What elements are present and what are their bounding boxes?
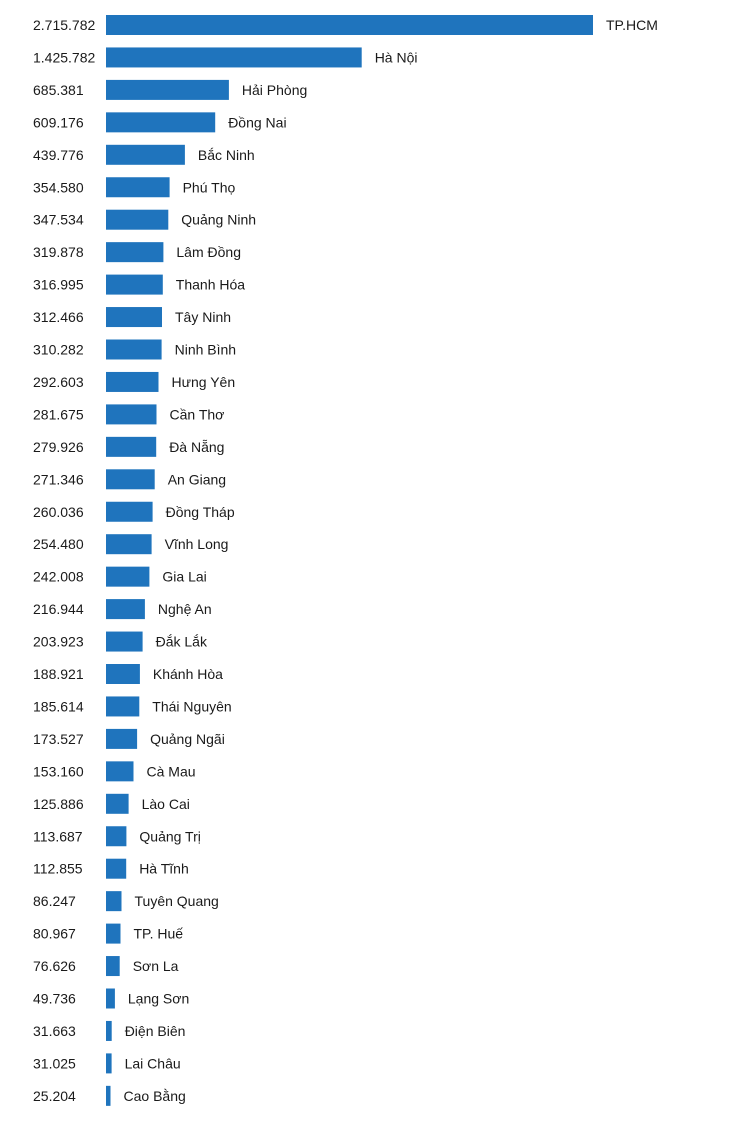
bar-row (33, 599, 212, 619)
value-label: 242.008 (33, 568, 84, 585)
bar (106, 956, 120, 976)
bar (106, 534, 152, 554)
bar-row (33, 632, 208, 652)
bar-row (33, 80, 307, 100)
category-label: Hà Tĩnh (139, 860, 189, 877)
value-label: 113.687 (33, 828, 83, 845)
value-label: 173.527 (33, 730, 84, 747)
category-label: Quảng Trị (139, 828, 201, 845)
bar-row (33, 340, 236, 360)
value-label: 271.346 (33, 471, 84, 488)
value-label: 31.025 (33, 1055, 76, 1072)
category-label: Cần Thơ (169, 406, 225, 423)
bar-row (33, 664, 223, 684)
value-label: 260.036 (33, 503, 84, 520)
value-label: 292.603 (33, 373, 84, 390)
value-label: 312.466 (33, 309, 84, 326)
value-label: 281.675 (33, 406, 84, 423)
bar (106, 502, 153, 522)
bar-row (33, 924, 183, 944)
bar (106, 15, 593, 35)
value-label: 188.921 (33, 666, 84, 682)
category-label: Hưng Yên (171, 373, 236, 390)
bar-row (33, 502, 235, 522)
value-label: 319.878 (33, 244, 84, 261)
bar-row (33, 112, 287, 132)
value-label: 86.247 (33, 893, 76, 910)
category-label: Đồng Tháp (165, 503, 235, 520)
bar-row (33, 210, 256, 230)
bar-row (33, 891, 219, 911)
category-label: An Giang (167, 471, 227, 488)
category-label: Tuyên Quang (134, 893, 219, 910)
bar-row (33, 47, 417, 67)
bar-row (33, 469, 226, 489)
bar (106, 761, 134, 781)
category-label: Ninh Bình (174, 341, 237, 358)
bar (106, 437, 156, 457)
bar (106, 664, 140, 684)
bar (106, 80, 229, 100)
value-label: 279.926 (33, 438, 84, 455)
bar-row (33, 145, 255, 165)
value-label: 310.282 (33, 341, 84, 358)
bar (106, 989, 115, 1009)
bar (106, 177, 170, 197)
value-label: 609.176 (33, 114, 84, 131)
category-label: Lâm Đồng (176, 244, 241, 261)
category-label: TP. Huế (133, 925, 184, 942)
value-label: 1.425.782 (33, 49, 96, 66)
category-label: Quảng Ngãi (150, 730, 225, 747)
bar (106, 372, 159, 392)
bar-row (33, 794, 190, 814)
bar-row (33, 15, 658, 35)
bar-row (33, 859, 189, 879)
bar (106, 924, 121, 944)
category-label: Thái Nguyên (152, 698, 232, 715)
bar-row (33, 729, 225, 749)
value-label: 2.715.782 (33, 17, 96, 33)
value-label: 347.534 (33, 211, 84, 228)
bar-row (33, 177, 235, 197)
bar (106, 469, 155, 489)
bar-row (33, 307, 231, 327)
bar-row (33, 989, 189, 1009)
category-label: TP.HCM (606, 17, 658, 33)
bar-row (33, 826, 201, 846)
bar (106, 1021, 112, 1041)
bar-row (33, 1053, 181, 1073)
bar (106, 632, 143, 652)
bar (106, 859, 126, 879)
category-label: Lạng Sơn (127, 990, 190, 1007)
value-label: 439.776 (33, 146, 84, 163)
bar (106, 599, 145, 619)
bar (106, 210, 168, 230)
value-label: 254.480 (33, 536, 84, 553)
bar (106, 794, 129, 814)
value-label: 153.160 (33, 763, 84, 780)
bar (106, 275, 163, 295)
bar-row (33, 1021, 185, 1041)
category-label: Khánh Hòa (152, 666, 223, 682)
value-label: 112.855 (33, 860, 83, 877)
bar (106, 307, 162, 327)
bar-row (33, 437, 224, 457)
category-label: Gia Lai (162, 568, 207, 585)
category-label: Thanh Hóa (175, 276, 246, 293)
bar-row (33, 1086, 186, 1106)
bar (106, 112, 215, 132)
value-label: 80.967 (33, 925, 76, 942)
value-label: 316.995 (33, 276, 84, 293)
category-label: Lào Cai (141, 795, 190, 812)
category-label: Điện Biên (124, 1022, 186, 1039)
bar-row (33, 242, 241, 262)
bar-row (33, 696, 232, 716)
value-label: 216.944 (33, 601, 84, 618)
category-label: Cà Mau (146, 763, 196, 780)
bar-row (33, 404, 224, 424)
category-label: Bắc Ninh (197, 146, 255, 163)
value-label: 125.886 (33, 795, 84, 812)
bar-row (33, 956, 179, 976)
bar (106, 696, 139, 716)
bar (106, 145, 185, 165)
category-label: Hà Nội (374, 49, 418, 66)
bar-row (33, 372, 235, 392)
category-label: Hải Phòng (241, 81, 308, 98)
value-label: 203.923 (33, 633, 84, 650)
bar (106, 1053, 112, 1073)
value-label: 31.663 (33, 1022, 76, 1039)
value-label: 25.204 (33, 1087, 76, 1104)
category-label: Phú Thọ (182, 179, 236, 196)
category-label: Đà Nẵng (169, 438, 225, 455)
category-label: Sơn La (132, 958, 179, 975)
category-label: Nghệ An (157, 601, 212, 618)
bar-row (33, 567, 207, 587)
bar-row (33, 275, 245, 295)
value-label: 76.626 (33, 958, 76, 975)
bar (106, 404, 157, 424)
value-label: 49.736 (33, 990, 76, 1007)
value-label: 685.381 (33, 81, 84, 98)
bar-row (33, 761, 196, 781)
bar (106, 47, 362, 67)
category-label: Quảng Ninh (181, 211, 257, 228)
bar (106, 891, 122, 911)
bar (106, 729, 137, 749)
category-label: Cao Bằng (123, 1087, 186, 1104)
bar (106, 567, 149, 587)
category-label: Đắk Lắk (155, 633, 207, 650)
bar-row (33, 534, 228, 554)
value-label: 185.614 (33, 698, 84, 715)
category-label: Lai Châu (124, 1055, 181, 1072)
bar (106, 242, 163, 262)
bar (106, 1086, 111, 1106)
category-label: Vĩnh Long (164, 536, 229, 553)
bar (106, 826, 126, 846)
category-label: Tây Ninh (175, 309, 232, 326)
value-label: 354.580 (33, 179, 84, 196)
bar (106, 340, 162, 360)
category-label: Đồng Nai (228, 114, 287, 131)
